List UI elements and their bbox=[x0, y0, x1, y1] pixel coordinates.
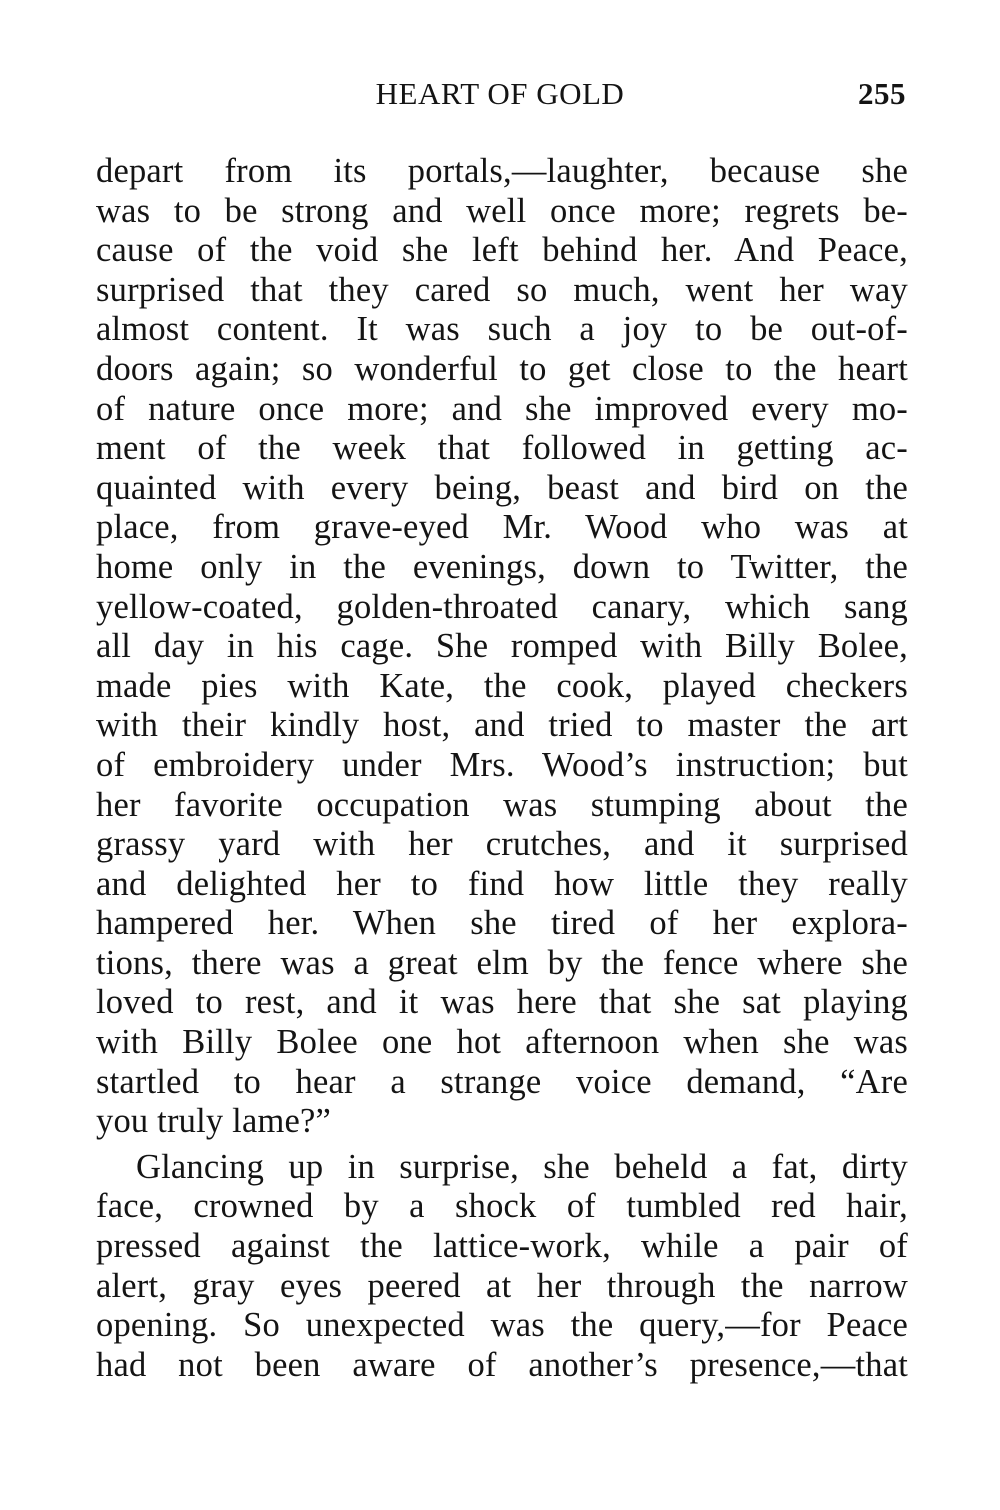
text-line: place, from grave-eyed Mr. Wood who was at bbox=[96, 508, 908, 547]
text-line: almost content. It was such a joy to be out-of- bbox=[96, 310, 908, 349]
text-line: doors again; so wonderful to get close to the heart bbox=[96, 349, 908, 388]
paragraph-2 bbox=[96, 1148, 908, 1386]
text-line: face, crowned by a shock of tumbled red hair, bbox=[96, 1187, 908, 1226]
paragraph-1 bbox=[96, 152, 908, 1142]
text-line: made pies with Kate, the cook, played checkers bbox=[96, 666, 908, 705]
text-line: Glancing up in surprise, she beheld a fat, dirty bbox=[136, 1147, 908, 1186]
text-line: home only in the evenings, down to Twitter, the bbox=[96, 547, 908, 586]
body-text bbox=[96, 152, 908, 1385]
text-line: had not been aware of another’s presence,—that bbox=[96, 1345, 908, 1384]
text-line: was to be strong and well once more; regrets be- bbox=[96, 191, 908, 230]
text-line: all day in his cage. She romped with Billy Bolee, bbox=[96, 627, 908, 666]
text-line: loved to rest, and it was here that she sat playing bbox=[96, 983, 908, 1022]
running-head bbox=[94, 76, 906, 116]
running-title: HEART OF GOLD bbox=[375, 76, 625, 111]
text-line: alert, gray eyes peered at her through the narrow bbox=[96, 1266, 908, 1305]
text-line: quainted with every being, beast and bird on the bbox=[96, 468, 908, 507]
text-line: you truly lame?” bbox=[96, 1102, 332, 1141]
text-line: her favorite occupation was stumping about the bbox=[96, 785, 908, 824]
text-line: pressed against the lattice-work, while a pair of bbox=[96, 1227, 908, 1266]
text-line: and delighted her to find how little they really bbox=[96, 864, 908, 903]
text-line: of embroidery under Mrs. Wood’s instruction; but bbox=[96, 745, 908, 784]
text-line: surprised that they cared so much, went her way bbox=[96, 270, 908, 309]
text-line: depart from its portals,—laughter, because she bbox=[96, 152, 908, 190]
text-line: of nature once more; and she improved every mo- bbox=[96, 389, 908, 428]
text-line: grassy yard with her crutches, and it surprised bbox=[96, 825, 908, 864]
text-line: with Billy Bolee one hot afternoon when she was bbox=[96, 1023, 908, 1062]
text-line: startled to hear a strange voice demand, “Are bbox=[96, 1062, 908, 1101]
text-line: ment of the week that followed in getting ac- bbox=[96, 429, 908, 468]
text-line: opening. So unexpected was the query,—for Peace bbox=[96, 1306, 908, 1345]
page-number: 255 bbox=[858, 76, 906, 111]
text-line: hampered her. When she tired of her explora- bbox=[96, 904, 908, 943]
text-line: cause of the void she left behind her. And Peace, bbox=[96, 231, 908, 270]
text-line: tions, there was a great elm by the fence where she bbox=[96, 943, 908, 982]
text-line: yellow-coated, golden-throated canary, which sang bbox=[96, 587, 908, 626]
text-line: with their kindly host, and tried to master the art bbox=[96, 706, 908, 745]
